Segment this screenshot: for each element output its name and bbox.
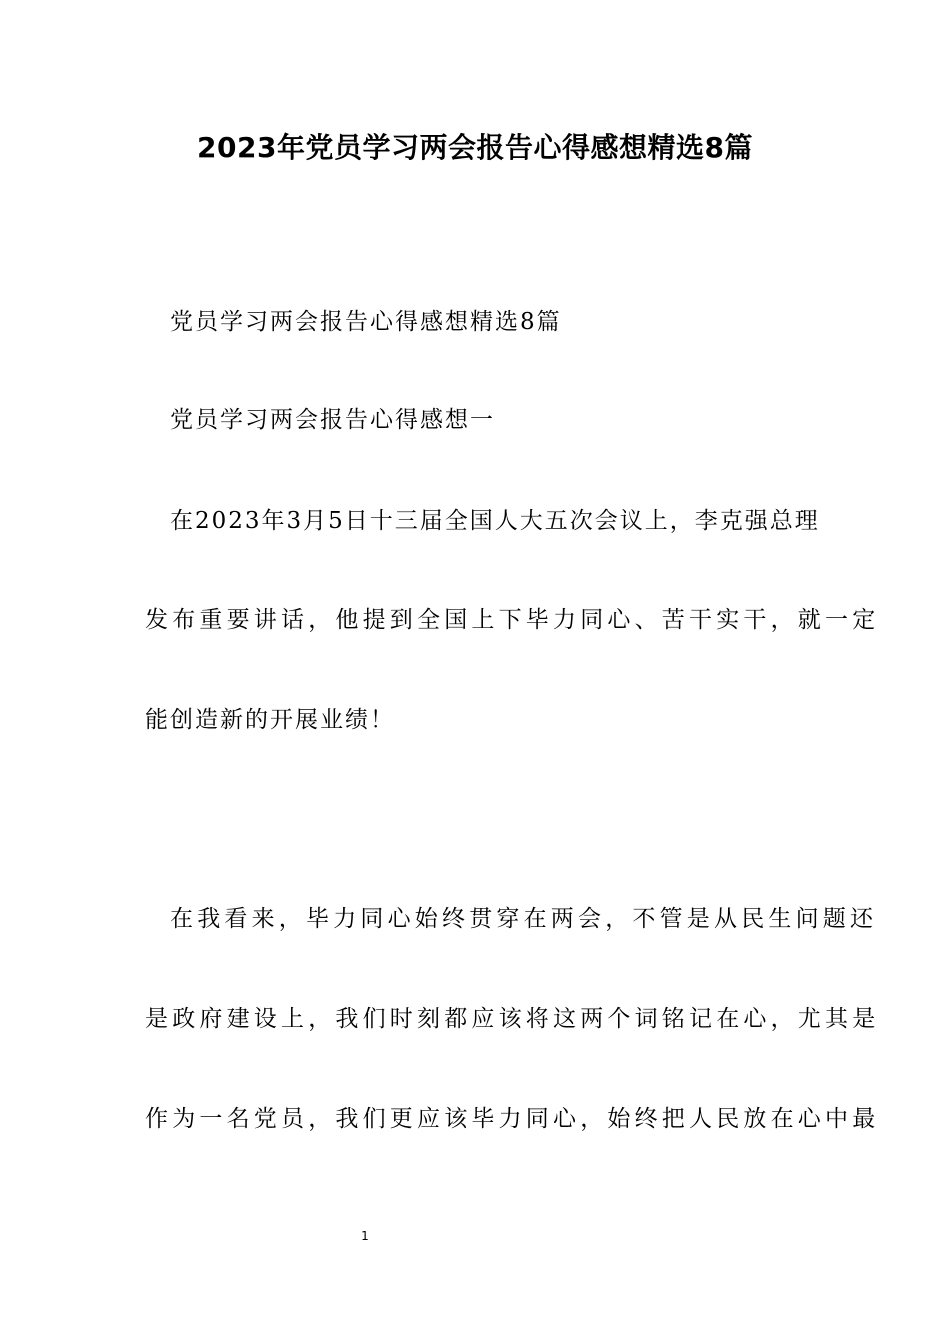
paragraph-1-line-3: 能创造新的开展业绩！ xyxy=(145,707,395,733)
paragraph-2-line-3: 作为一名党员，我们更应该毕力同心，始终把人民放在心中最 xyxy=(145,1106,880,1132)
page-number: 1 xyxy=(361,1229,369,1243)
paragraph-2-line-1: 在我看来，毕力同心始终贯穿在两会，不管是从民生问题还 xyxy=(170,906,878,932)
paragraph-2-line-2: 是政府建设上，我们时刻都应该将这两个词铭记在心，尤其是 xyxy=(145,1006,880,1032)
document-title: 2023年党员学习两会报告心得感想精选8篇 xyxy=(197,131,753,164)
paragraph-1-line-1: 在2023年3月5日十三届全国人大五次会议上，李克强总理 xyxy=(170,508,820,534)
paragraph-1-line-2: 发布重要讲话，他提到全国上下毕力同心、苦干实干，就一定 xyxy=(145,607,880,633)
document-subtitle: 党员学习两会报告心得感想精选8篇 xyxy=(170,309,562,335)
section-heading: 党员学习两会报告心得感想一 xyxy=(170,407,495,433)
